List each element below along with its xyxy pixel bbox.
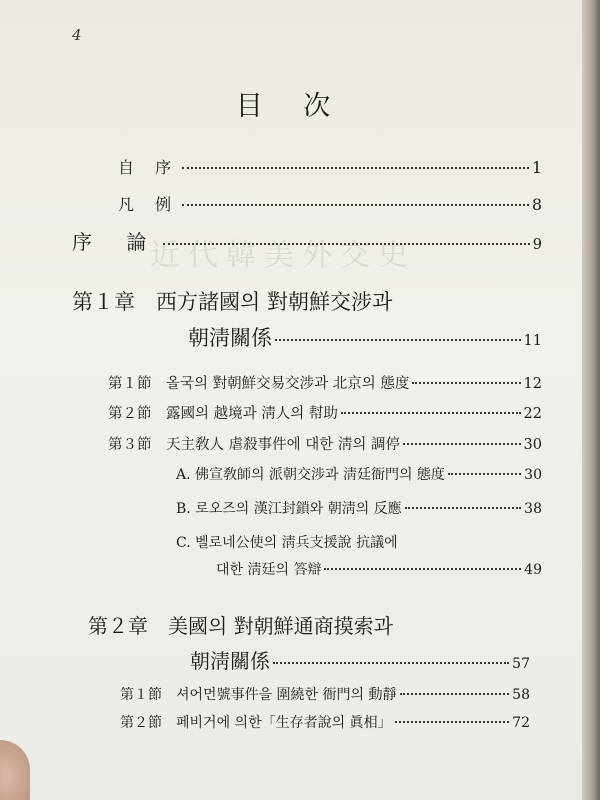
page-title: 目 次 — [235, 91, 347, 122]
chapter-1-heading[interactable]: 第１章 西方諸國의 對朝鮮交涉과 — [72, 290, 393, 314]
section-1-3-entry[interactable]: 第３節 天主敎人 虐殺事件에 대한 淸의 調停 30 — [108, 437, 542, 453]
section-2-1-entry[interactable]: 第１節 셔어먼號事件을 圍繞한 衙門의 動靜 58 — [120, 687, 530, 703]
chapter-2-heading[interactable]: 第２章 美國의 對朝鮮通商摸索과 — [88, 614, 393, 638]
section-1-2-entry[interactable]: 第２節 露國의 越境과 淸人의 幇助 22 — [108, 406, 542, 422]
subsection-c-entry[interactable]: 대한 淸廷의 答辯 49 — [216, 562, 542, 578]
toc-entry-notes[interactable]: 凡 例 8 — [118, 195, 542, 214]
subsection-a-entry[interactable]: A. 佛宣敎師의 派朝交涉과 淸廷衙門의 態度 30 — [176, 467, 542, 483]
chapter-1-subtitle-entry[interactable]: 朝淸關係 11 — [188, 326, 542, 350]
section-1-1-entry[interactable]: 第１節 올국의 對朝鮮交易交涉과 北京의 態度 12 — [108, 376, 542, 392]
page-edge — [582, 0, 600, 800]
subsection-c-line1[interactable]: C. 벨로네公使의 淸兵支援說 抗議에 — [176, 535, 398, 551]
page-number: 4 — [72, 26, 82, 44]
bleed-through-text: 近代韓美外交史 — [150, 238, 416, 273]
subsection-b-entry[interactable]: B. 로오즈의 漢江封鎖와 朝淸의 反應 38 — [176, 501, 542, 517]
section-2-2-entry[interactable]: 第２節 페비거에 의한「生存者說의 眞相」 72 — [120, 715, 530, 731]
toc-entry-preface[interactable]: 自 序 1 — [118, 158, 542, 177]
thumb — [0, 740, 30, 800]
toc-entry-introduction[interactable]: 序 論 9 — [72, 230, 542, 254]
chapter-2-subtitle-entry[interactable]: 朝淸關係 57 — [190, 649, 530, 673]
